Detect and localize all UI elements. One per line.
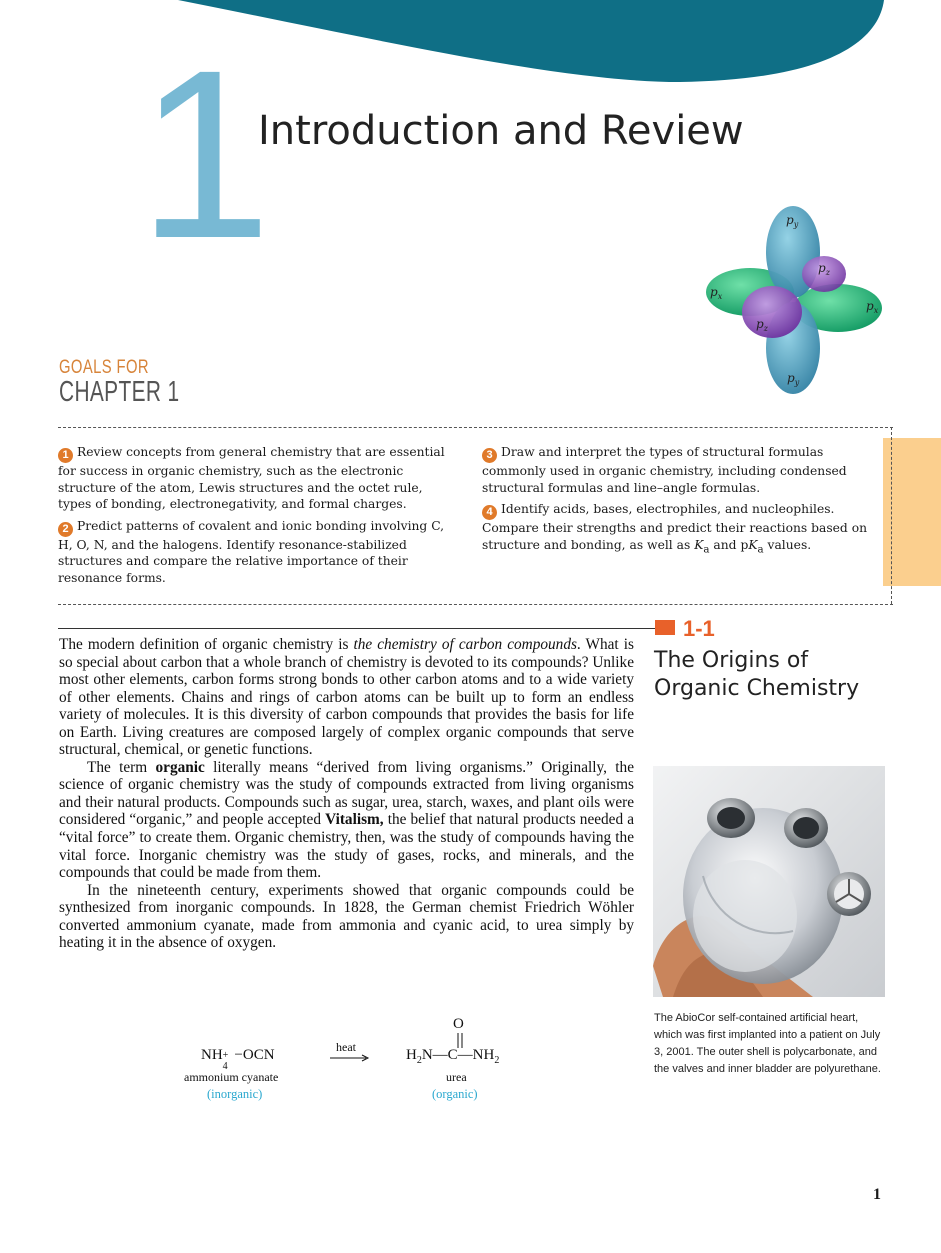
reaction-arrow-icon	[330, 1053, 370, 1063]
reactant-name: ammonium cyanate	[184, 1070, 279, 1084]
product-formula: $H_2N—C—NH_2$	[406, 1047, 500, 1066]
orbital-label-pz-center: p	[756, 317, 764, 331]
goal-text: Identify acids, bases, electrophiles, and nucleophiles. Compare their strengths and predict their reactions based on structure and bonding, as well as	[482, 502, 868, 552]
orbital-label-px-left: p	[710, 285, 718, 299]
goal-text: Draw and interpret the types of structural formulas commonly used in organic chemistry, including condensed structural formulas and line–angle formulas.	[482, 445, 847, 495]
svg-text:px: $p_x$	[866, 299, 879, 315]
orbital-label-px-right: p	[866, 299, 874, 313]
section-rule	[58, 628, 656, 629]
goals-box	[58, 427, 893, 605]
photo-caption: The AbioCor self-contained artificial heart, which was first implanted into a patient on July 3, 2001. The outer shell is polycarbonate, and the valves and inner bladder are polyurethane.	[654, 1012, 881, 1075]
goal-number-badge: 3	[482, 448, 497, 463]
goal-number-badge: 2	[58, 522, 73, 537]
svg-text:py: $p_y$	[786, 213, 799, 229]
term-vitalism: Vitalism,	[325, 811, 384, 829]
chapter-number: 1	[138, 20, 266, 288]
pka-symbol: K	[748, 537, 758, 552]
orbital-label-py-bottom: p	[787, 371, 795, 385]
paragraph-3: In the nineteenth century, experiments showed that organic compounds could be synthesized from inorganic compounds. In 1828, the German chemist Friedrich Wöhler converted ammonium cyanate, made from ammonia and cyanic acid, to urea simply by heating it in the absence of oxygen.	[59, 881, 634, 952]
product-class: (organic)	[432, 1087, 478, 1101]
goals-chapter-label: CHAPTER 1	[59, 376, 180, 408]
goal-item-2	[58, 518, 458, 587]
carbonyl-oxygen: O	[453, 1016, 464, 1032]
artificial-heart-photo	[653, 766, 885, 997]
section-marker	[655, 620, 675, 635]
goal-number-badge: 1	[58, 448, 73, 463]
ka-symbol: K	[694, 537, 704, 552]
goals-for-label: GOALS FOR	[59, 357, 149, 378]
reactant-formula: NH + 4 −OCN	[201, 1047, 275, 1072]
pz-lobe-front	[742, 286, 802, 338]
term-organic: organic	[155, 758, 205, 776]
goal-text: Review concepts from general chemistry that are essential for success in organic chemistry, such as the electronic structure of the atom, Lewis structures and the octet rule, types of bonding, electronegativity, and formal charges.	[58, 445, 445, 512]
goals-heading	[59, 358, 226, 407]
svg-text:pz: $p_z$	[756, 317, 768, 333]
goals-box-right-border	[891, 427, 892, 604]
goals-column-right	[482, 444, 874, 563]
goals-column-left	[58, 444, 458, 592]
orbital-label-pz-right: p	[818, 261, 826, 275]
goal-item-3	[482, 444, 874, 496]
product-name: urea	[446, 1070, 467, 1084]
paragraph-2: The term organic literally means “derived from living organisms.” Originally, the science of organic chemistry was the study of compounds extracted from living organisms and their natural products. Compounds such as sugar, urea, starch, waxes, and plant oils were considered “organic,” and people accepted Vitalism, the belief that natural products needed a “vital force” to create them. Organic chemistry, then, was the study of compounds having the vital force. Inorganic chemistry was the study of gases, rocks, and minerals, and the compounds that could be made from them.	[59, 758, 634, 882]
section-number: 1-1	[683, 616, 715, 641]
goal-item-1	[58, 444, 458, 513]
reactant-class: (inorganic)	[207, 1087, 263, 1101]
goal-text: Predict patterns of covalent and ionic bonding involving C, H, O, N, and the halogens. Identify resonance-stabilized structures and compare the relative importance of their resonance forms.	[58, 518, 445, 585]
svg-text:px: $p_x$	[710, 285, 723, 301]
orbital-label-py-top: p	[786, 213, 794, 227]
chapter-title: Introduction and Review	[258, 108, 744, 154]
section-title: The Origins of Organic Chemistry	[654, 648, 860, 701]
svg-text:py: $p_y$	[787, 371, 800, 387]
emphasis: the chemistry of carbon compounds	[353, 636, 577, 653]
arrow-label: heat	[336, 1040, 356, 1054]
orbital-graphic	[698, 206, 888, 398]
paragraph-1: The modern definition of organic chemistry is the chemistry of carbon compounds. What is so special about carbon that a whole branch of chemistry is devoted to its compounds? Unlike most other elements, carbon forms strong bonds to other carbon atoms and to a wide variety of other elements. Chains and rings of carbon atoms can be built up to form an endless variety of molecules. It is this diversity of carbon compounds that provides the basis for life on Earth. Living creatures are composed largely of complex organic compounds that serve structural, chemical, or genetic functions.	[59, 636, 634, 759]
p-orbitals-illustration	[698, 206, 888, 398]
page-number: 1	[873, 1186, 881, 1203]
svg-text:pz: $p_z$	[818, 261, 830, 277]
body-text	[59, 636, 634, 952]
goal-item-4: 4 Identify acids, bases, electrophiles, and nucleophiles. Compare their strengths and predict their reactions based on structure and bonding, as well as $K_a$ and $pK_a$ values.	[482, 502, 868, 556]
goal-number-badge: 4	[482, 505, 497, 520]
